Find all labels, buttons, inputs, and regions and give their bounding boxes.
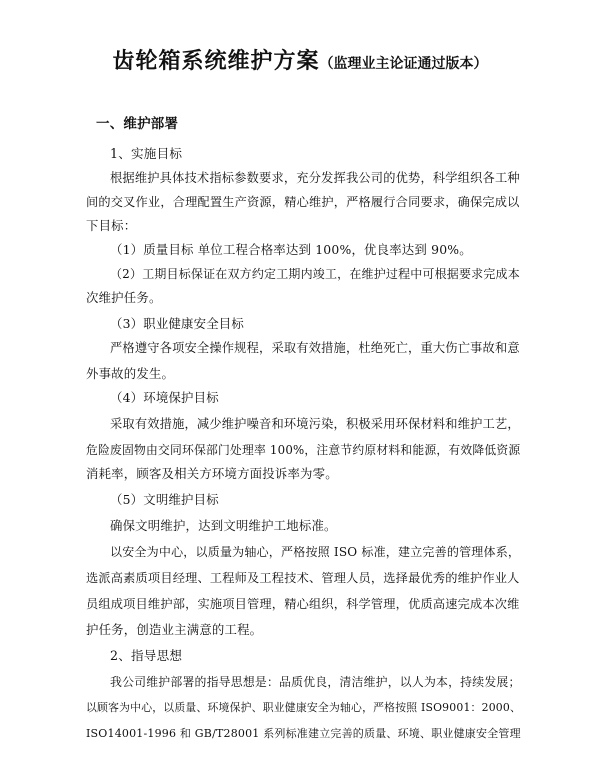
section-heading: 一、维护部署 bbox=[96, 116, 179, 132]
paragraph-line: 间的交叉作业，合理配置生产资源，精心维护，严格履行合同要求，确保完成以 bbox=[86, 195, 520, 209]
paragraph-line: 确保文明维护，达到文明维护工地标准。 bbox=[110, 518, 337, 533]
paragraph-line: 次维护任务。 bbox=[86, 290, 162, 305]
paragraph-line: （1）质量目标 单位工程合格率达到 100%，优良率达到 90%。 bbox=[110, 242, 472, 257]
paragraph-line: 采取有效措施，减少维护噪音和环境污染，积极采用环保材料和维护工艺， bbox=[110, 417, 520, 431]
paragraph-line: （2）工期目标保证在双方约定工期内竣工，在维护过程中可根据要求完成本 bbox=[110, 267, 520, 281]
paragraph-line: 消耗率，顾客及相关方环境方面投诉率为零。 bbox=[86, 466, 338, 481]
paragraph-line: 危险废固物由交同环保部门处理率 100%，注意节约原材料和能源，有效降低资源 bbox=[86, 443, 521, 457]
paragraph-line: （3）职业健康安全目标 bbox=[110, 316, 244, 331]
paragraph-line: 严格遵守各项安全操作规程，采取有效措施，杜绝死亡，重大伤亡事故和意 bbox=[110, 341, 520, 355]
paragraph-line: （5）文明维护目标 bbox=[110, 492, 219, 507]
paragraph-line: 以安全为中心，以质量为轴心，严格按照 ISO 标准，建立完善的管理体系， bbox=[110, 545, 521, 559]
subsection-heading: 2、指导思想 bbox=[110, 648, 183, 663]
document-subtitle: （监理业主论证通过版本） bbox=[319, 56, 488, 72]
paragraph-line: 根据维护具体技术指标参数要求，充分发挥我公司的优势，科学组织各工种 bbox=[110, 171, 520, 185]
paragraph-line: 下目标： bbox=[86, 218, 137, 233]
subsection-heading: 1、实施目标 bbox=[110, 146, 183, 161]
paragraph-line: 选派高素质项目经理、工程师及工程技术、管理人员，选择最优秀的维护作业人 bbox=[86, 571, 520, 585]
paragraph-line: 员组成项目维护部，实施项目管理，精心组织，科学管理，优质高速完成本次维 bbox=[86, 597, 520, 611]
document-title: 齿轮箱系统维护方案 bbox=[112, 49, 320, 74]
paragraph-line: 以顾客为中心，以质量、环境保护、职业健康安全为轴心，严格按照 ISO9001：2000、 bbox=[86, 701, 522, 714]
paragraph-line: 外事故的发生。 bbox=[86, 366, 175, 381]
document-title-block bbox=[0, 44, 600, 75]
paragraph-line: 护任务，创造业主满意的工程。 bbox=[86, 622, 263, 637]
paragraph-line: 我公司维护部署的指导思想是：品质优良，清洁维护，以人为本，持续发展； bbox=[110, 675, 521, 689]
paragraph-line: ISO14001-1996 和 GB/T28001 系列标准建立完善的质量、环境、职业健康安全管理 bbox=[86, 727, 521, 740]
paragraph-line: （4）环境保护目标 bbox=[110, 390, 219, 405]
